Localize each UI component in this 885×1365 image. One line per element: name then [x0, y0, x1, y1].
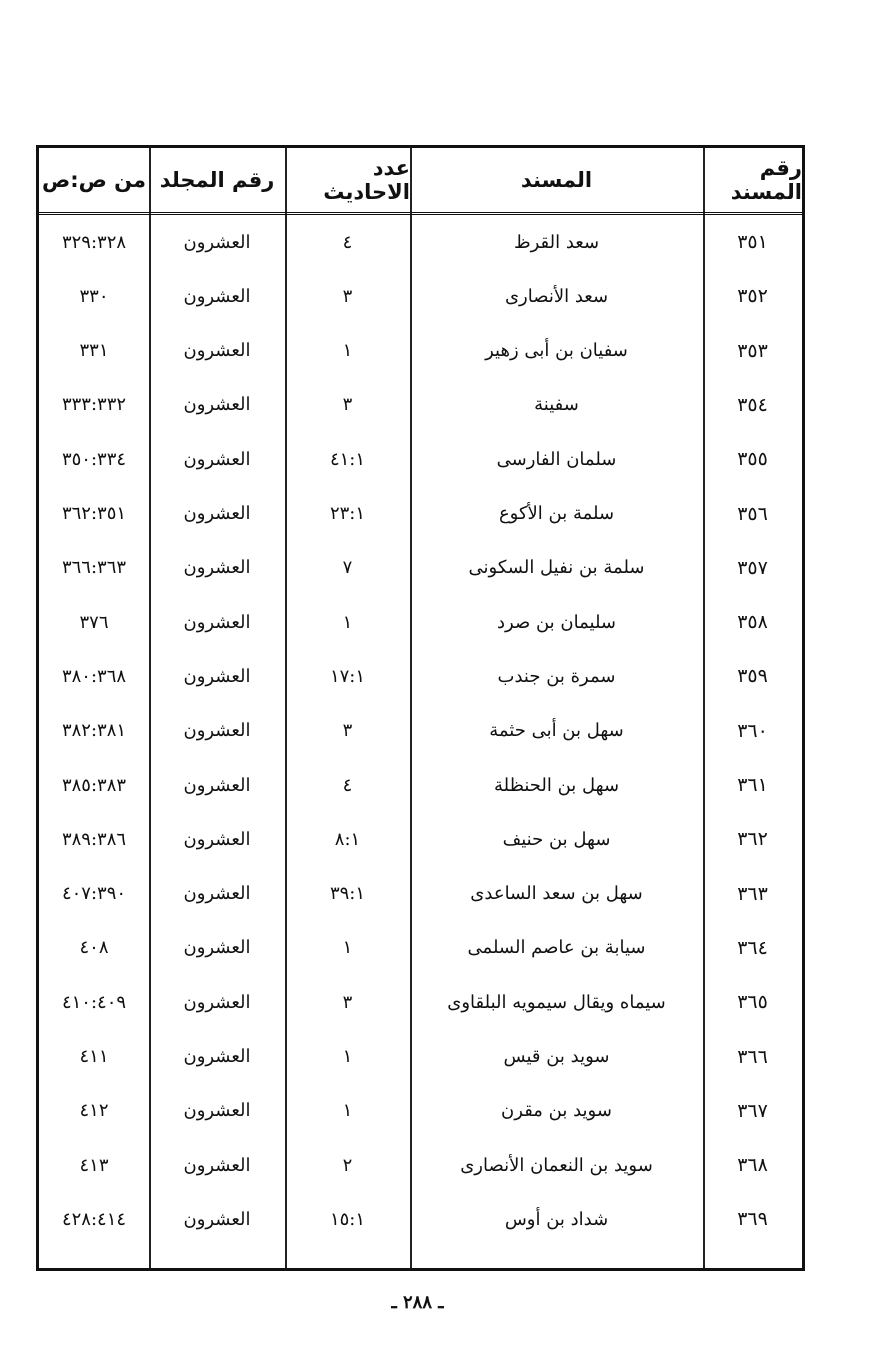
hadith-count: ١ [342, 611, 353, 633]
table-row [39, 269, 802, 323]
musnad-name: سلمة بن الأكوع [498, 503, 615, 524]
hadith-count: ٣ [342, 285, 353, 307]
hadith-count: ٣ [342, 991, 353, 1013]
page-range: ٣٧٦ [79, 611, 109, 633]
volume-number: العشرون [183, 231, 251, 253]
musnad-name: سمرة بن جندب [497, 665, 616, 687]
hadith-count: ١ [342, 1100, 353, 1122]
hadith-count: ٤ [342, 774, 353, 796]
page-range: ٤٠٨ [79, 937, 109, 959]
hadith-count: ١٧:١ [329, 665, 366, 687]
musnad-name: سهل بن حنيف [502, 828, 611, 850]
page-number: ـ ٢٨٨ ـ [391, 1292, 444, 1313]
table-row [39, 487, 802, 541]
hadith-count: ١ [342, 340, 353, 362]
hadith-count: ١٥:١ [329, 1208, 366, 1230]
musnad-name: سهل بن الحنظلة [493, 774, 620, 796]
hadith-count: ١ [342, 1046, 353, 1067]
musnad-number: ٣٥٥ [737, 448, 768, 471]
musnad-number: ٣٥٣ [737, 339, 768, 362]
musnad-number: ٣٦٣ [737, 882, 768, 905]
page-range: ٤١١ [79, 1046, 109, 1067]
header-pages: من ص:ص [41, 168, 147, 192]
table-row [39, 867, 802, 921]
musnad-number: ٣٥١ [737, 231, 768, 253]
page-range: ٣٦٢:٣٥١ [61, 503, 127, 524]
header-musnad: المسند [520, 168, 593, 192]
musnad-number: ٣٥٦ [737, 502, 768, 525]
volume-number: العشرون [183, 991, 251, 1013]
musnad-name: سويد بن النعمان الأنصارى [460, 1154, 653, 1176]
page-range: ٣٣١ [79, 340, 109, 362]
page-range: ٤١٢ [79, 1100, 109, 1122]
musnad-index-table [36, 145, 805, 1271]
musnad-number: ٣٦٠ [737, 719, 768, 742]
table-row [39, 432, 802, 486]
musnad-name: سفينة [534, 394, 579, 416]
table-row [39, 541, 802, 595]
hadith-count: ٧ [342, 557, 353, 579]
volume-number: العشرون [183, 340, 251, 362]
musnad-number: ٣٥٧ [737, 556, 768, 579]
musnad-name: سهل بن أبى حثمة [489, 720, 624, 742]
table-row [39, 812, 802, 866]
volume-number: العشرون [183, 828, 251, 850]
page-range: ٣٨٥:٣٨٣ [61, 774, 127, 796]
musnad-name: شداد بن أوس [504, 1208, 609, 1230]
musnad-name: سفيان بن أبى زهير [485, 340, 628, 362]
page-range: ٤٢٨:٤١٤ [61, 1208, 127, 1230]
hadith-count: ٢ [342, 1154, 353, 1176]
volume-number: العشرون [183, 1046, 251, 1067]
volume-number: العشرون [183, 720, 251, 742]
musnad-name: سيماه ويقال سيمويه البلقاوى [447, 991, 666, 1013]
header-number: رقم المسند [730, 156, 802, 204]
volume-number: العشرون [183, 285, 251, 307]
page-range: ٤١٣ [79, 1154, 109, 1176]
musnad-number: ٣٦٤ [737, 936, 768, 959]
volume-number: العشرون [183, 1100, 251, 1122]
volume-number: العشرون [183, 1208, 251, 1230]
table-row [39, 595, 802, 649]
header-volume: رقم المجلد [159, 168, 275, 192]
table-row [39, 324, 802, 378]
volume-number: العشرون [183, 883, 251, 905]
musnad-number: ٣٦١ [737, 774, 768, 796]
hadith-count: ١ [342, 937, 353, 959]
musnad-number: ٣٥٤ [737, 393, 768, 416]
table-row [39, 704, 802, 758]
page-range: ٣٨٢:٣٨١ [61, 720, 127, 742]
volume-number: العشرون [183, 557, 251, 579]
hadith-count: ٤ [342, 231, 353, 253]
page-range: ٣٥٠:٣٣٤ [61, 448, 127, 470]
hadith-count: ٣٩:١ [329, 883, 366, 905]
volume-number: العشرون [183, 448, 251, 470]
table-row [39, 649, 802, 703]
musnad-name: سيابة بن عاصم السلمى [467, 937, 646, 959]
hadith-count: ٣ [342, 394, 353, 416]
table-row [39, 378, 802, 432]
musnad-number: ٣٦٩ [737, 1208, 768, 1231]
table-row [39, 921, 802, 975]
musnad-name: سلمان الفارسى [496, 448, 617, 470]
hadith-count: ٢٣:١ [329, 503, 366, 524]
page-range: ٣٣٣:٣٣٢ [61, 394, 127, 416]
table-row [39, 215, 802, 269]
musnad-name: سهل بن سعد الساعدى [470, 883, 643, 905]
hadith-count: ٣ [342, 720, 353, 742]
volume-number: العشرون [183, 1154, 251, 1176]
volume-number: العشرون [183, 665, 251, 687]
musnad-number: ٣٦٢ [737, 828, 768, 851]
page-range: ٣٦٦:٣٦٣ [61, 557, 127, 579]
table-row [39, 1030, 802, 1084]
musnad-number: ٣٦٨ [737, 1154, 768, 1177]
volume-number: العشرون [183, 937, 251, 959]
page-range: ٤٠٧:٣٩٠ [61, 883, 127, 905]
musnad-name: سعد الأنصارى [504, 285, 609, 307]
table-row [39, 1084, 802, 1138]
page-range: ٣٨٩:٣٨٦ [61, 828, 127, 850]
volume-number: العشرون [183, 394, 251, 416]
musnad-name: سليمان بن صرد [497, 611, 616, 633]
musnad-name: سلمة بن نفيل السكونى [468, 557, 645, 579]
table-row [39, 1192, 802, 1246]
table-row [39, 758, 802, 812]
musnad-name: سويد بن مقرن [501, 1100, 612, 1122]
musnad-number: ٣٥٢ [737, 285, 768, 308]
musnad-number: ٣٦٧ [737, 1099, 768, 1122]
header-hadith-count: عدد الاحاديث [323, 156, 410, 204]
musnad-number: ٣٦٦ [737, 1045, 768, 1068]
table-row [39, 1138, 802, 1192]
musnad-name: سعد القرظ [513, 231, 600, 253]
volume-number: العشرون [183, 611, 251, 633]
musnad-number: ٣٦٥ [737, 991, 768, 1014]
hadith-count: ٨:١ [334, 828, 361, 850]
page-range: ٣٢٩:٣٢٨ [61, 231, 127, 253]
table-header-row [39, 148, 802, 215]
musnad-name: سويد بن قيس [503, 1046, 610, 1067]
volume-number: العشرون [183, 774, 251, 796]
page-range: ٤١٠:٤٠٩ [61, 991, 127, 1013]
page-range: ٣٨٠:٣٦٨ [61, 665, 127, 687]
musnad-number: ٣٥٩ [737, 665, 768, 688]
musnad-number: ٣٥٨ [737, 611, 768, 634]
volume-number: العشرون [183, 503, 251, 524]
hadith-count: ٤١:١ [329, 448, 366, 470]
table-row [39, 975, 802, 1029]
page-range: ٣٣٠ [79, 285, 109, 307]
